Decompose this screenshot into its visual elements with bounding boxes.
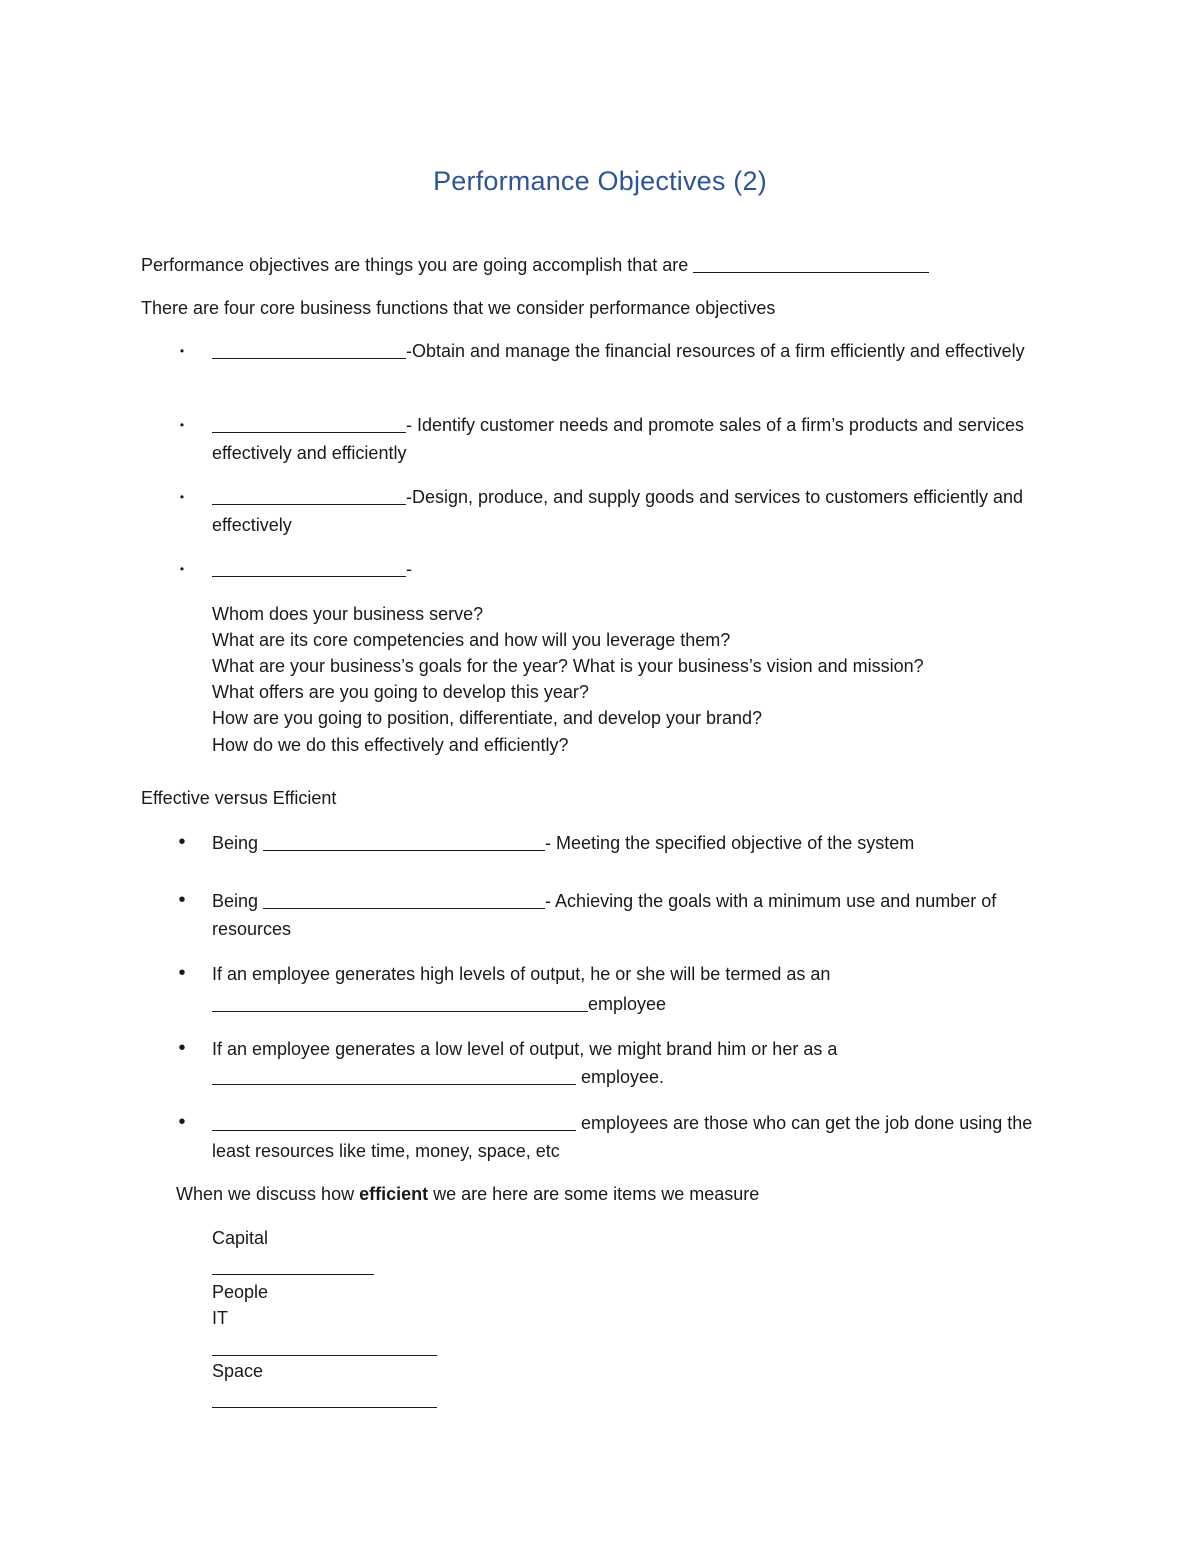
eff-item-low-output [212, 1035, 1072, 1091]
eff-prefix: Being [212, 833, 264, 853]
question-line: What offers are you going to develop this year? [212, 682, 589, 702]
measure-item: Space [212, 1361, 264, 1381]
eff-blank-3[interactable] [212, 993, 588, 1012]
eff-item-efficient [212, 887, 1072, 943]
eff-blank-1[interactable] [263, 832, 545, 851]
measure-intro-after: we are here are some items we measure [428, 1184, 760, 1204]
measure-intro-bold: efficient [359, 1184, 429, 1204]
core-item-text: - [406, 559, 412, 579]
measure-item: IT [212, 1308, 228, 1328]
measure-blank-2[interactable] [212, 1355, 437, 1356]
measure-item: Capital [212, 1228, 269, 1248]
measure-blank-3[interactable] [212, 1407, 437, 1408]
eff-blank-2[interactable] [263, 890, 545, 909]
eff-item-efficient-employees [212, 1109, 1072, 1165]
eff-blank-4[interactable] [212, 1066, 576, 1085]
intro-blank[interactable] [693, 254, 929, 273]
measure-intro [176, 1184, 759, 1205]
core-blank-4[interactable] [212, 558, 406, 577]
bullet-icon: • [179, 490, 185, 504]
page-title: Performance Objectives (2) [433, 166, 767, 196]
core-blank-1[interactable] [212, 340, 406, 359]
question-line: What are your business’s goals for the year? What is your business’s vision and mission? [212, 656, 924, 676]
measure-intro-before: When we discuss how [176, 1184, 360, 1204]
core-item-text: - Identify customer needs and promote sales of a firm’s products and services effectively and efficiently [212, 415, 1024, 463]
effective-heading: Effective versus Efficient [141, 788, 337, 808]
bullet-icon: • [179, 344, 185, 358]
eff-suffix: employee [588, 994, 667, 1014]
core-item-management [212, 555, 1072, 583]
bullet-icon: • [178, 889, 186, 911]
eff-item-effective [212, 829, 1072, 857]
core-intro: There are four core business functions that we consider performance objectives [141, 298, 776, 318]
question-line: What are its core competencies and how will you leverage them? [212, 630, 731, 650]
eff-suffix: - Achieving the goals with a minimum use and number of resources [212, 891, 997, 939]
bullet-icon: • [178, 1037, 186, 1059]
intro-paragraph [141, 254, 929, 276]
core-blank-2[interactable] [212, 414, 406, 433]
bullet-icon: • [179, 562, 185, 576]
measure-blank-1[interactable] [212, 1274, 374, 1275]
core-item-operations [212, 483, 1072, 539]
eff-item-high-output [212, 960, 1072, 1018]
bullet-icon: • [178, 962, 186, 984]
measure-item: People [212, 1282, 269, 1302]
core-item-finance [212, 337, 1072, 365]
question-line: How are you going to position, differentiate, and develop your brand? [212, 708, 763, 728]
core-item-marketing [212, 411, 1072, 467]
bullet-icon: • [178, 1111, 186, 1133]
eff-suffix: employees are those who can get the job done using the least resources like time, money, space, etc [212, 1113, 1033, 1161]
intro-text: Performance objectives are things you are going accomplish that are [141, 255, 689, 275]
bullet-icon: • [179, 418, 185, 432]
eff-line: If an employee generates a low level of output, we might brand him or her as a [212, 1039, 838, 1059]
core-blank-3[interactable] [212, 486, 406, 505]
eff-suffix: - Meeting the specified objective of the system [545, 833, 915, 853]
question-line: Whom does your business serve? [212, 604, 484, 624]
question-line: How do we do this effectively and efficiently? [212, 735, 569, 755]
eff-prefix: Being [212, 891, 264, 911]
eff-line: If an employee generates high levels of output, he or she will be termed as an [212, 964, 831, 984]
eff-suffix: employee. [576, 1067, 665, 1087]
core-item-text: -Design, produce, and supply goods and services to customers efficiently and effectively [212, 487, 1024, 535]
bullet-icon: • [178, 831, 186, 853]
core-item-text: -Obtain and manage the financial resources of a firm efficiently and effectively [406, 341, 1025, 361]
eff-blank-5[interactable] [212, 1112, 576, 1131]
